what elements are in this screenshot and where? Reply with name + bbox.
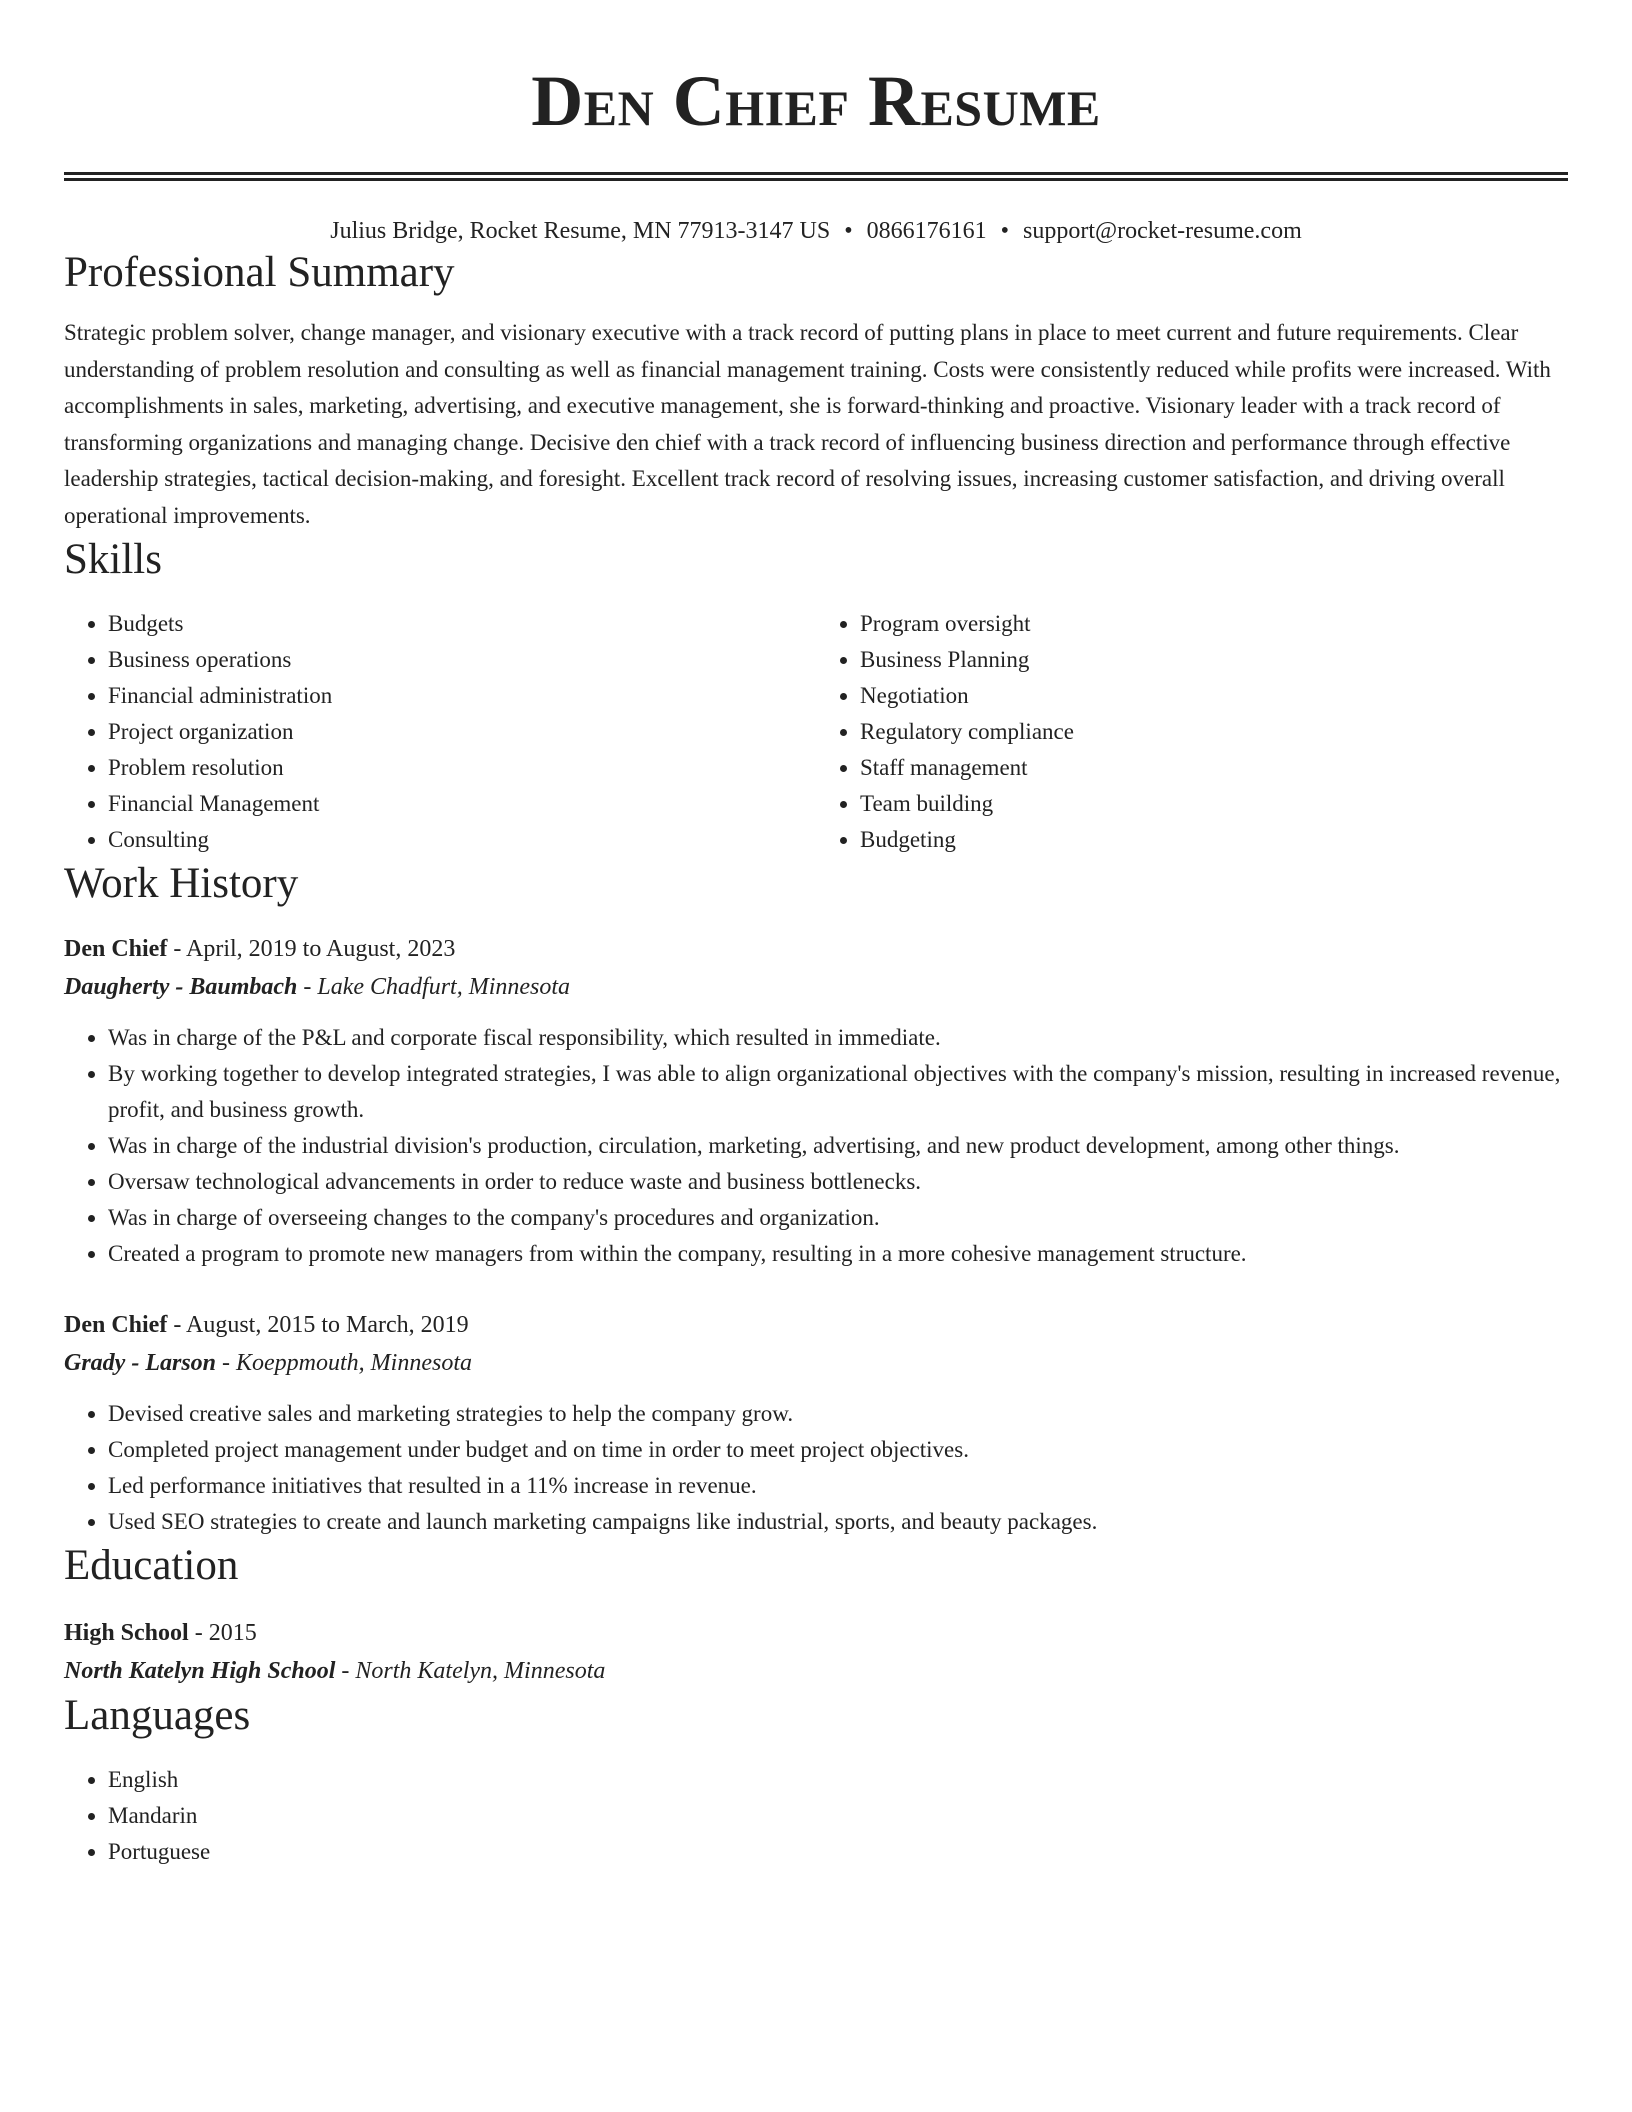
- work-history-heading: Work History: [64, 860, 299, 907]
- degree: High School: [64, 1620, 189, 1646]
- job-bullet: • Created a program to promote new managers from within the company, resulting in a more cohesive management structure.: [108, 1236, 1568, 1272]
- contact-address: Julius Bridge, Rocket Resume, MN 77913-3147 US: [330, 218, 831, 244]
- job-bullet: • Oversaw technological advancements in order to reduce waste and business bottlenecks.: [108, 1164, 1568, 1200]
- language-item: • English: [108, 1762, 1568, 1798]
- dash-separator: -: [167, 936, 186, 962]
- company-line: [64, 1344, 1568, 1382]
- skill-item: • Team building: [860, 786, 1568, 822]
- job-dates: August, 2015 to March, 2019: [186, 1312, 469, 1338]
- title-divider: [64, 172, 1568, 181]
- dash-separator: -: [188, 1620, 209, 1646]
- school-name: North Katelyn High School: [64, 1658, 336, 1684]
- skill-item: • Program oversight: [860, 606, 1568, 642]
- work-history-section: [64, 858, 1568, 1540]
- job-bullet: • By working together to develop integrated strategies, I was able to align organizational objectives with the company's mission, resulting in increased revenue, profit, and business growth.: [108, 1056, 1568, 1128]
- dash-separator: -: [297, 974, 318, 1000]
- contact-separator: •: [1000, 218, 1010, 244]
- job-bullet: • Devised creative sales and marketing strategies to help the company grow.: [108, 1396, 1568, 1432]
- company-line: [64, 968, 1568, 1006]
- skills-grid: [64, 606, 1568, 858]
- graduation-year: 2015: [208, 1620, 257, 1646]
- languages-section: [64, 1690, 1568, 1870]
- education-section: [64, 1540, 1568, 1690]
- contact-phone: 0866176161: [866, 218, 987, 244]
- job-title-line: [64, 1306, 1568, 1344]
- dash-separator: -: [167, 1312, 186, 1338]
- degree-line: [64, 1614, 1568, 1652]
- job-bullet: • Led performance initiatives that resulted in a 11% increase in revenue.: [108, 1468, 1568, 1504]
- job-dates: April, 2019 to August, 2023: [186, 936, 456, 962]
- contact-email: support@rocket-resume.com: [1023, 218, 1302, 244]
- company-name: Daugherty - Baumbach: [64, 974, 298, 1000]
- education-heading: Education: [64, 1542, 239, 1589]
- skill-item: • Business Planning: [860, 642, 1568, 678]
- skill-item: • Budgets: [108, 606, 816, 642]
- job-title: Den Chief: [64, 1312, 168, 1338]
- job-bullet: • Used SEO strategies to create and launch marketing campaigns like industrial, sports, and beauty packages.: [108, 1504, 1568, 1540]
- job-title: Den Chief: [64, 936, 168, 962]
- contact-line: [64, 215, 1568, 247]
- summary-section: [64, 247, 1568, 534]
- skill-item: • Financial Management: [108, 786, 816, 822]
- skill-item: • Project organization: [108, 714, 816, 750]
- languages-list: [64, 1762, 1568, 1870]
- contact-separator: •: [844, 218, 853, 244]
- skill-item: • Consulting: [108, 822, 816, 858]
- job-bullet: • Completed project management under budget and on time in order to meet project objectives.: [108, 1432, 1568, 1468]
- job-bullet: • Was in charge of the industrial division's production, circulation, marketing, advertising, and new product development, among other things.: [108, 1128, 1568, 1164]
- job-bullets: [64, 1020, 1568, 1272]
- job-title-line: [64, 930, 1568, 968]
- job-entry: [64, 1306, 1568, 1540]
- languages-heading: Languages: [64, 1692, 251, 1739]
- page-title: Den Chief Resume: [531, 61, 1101, 141]
- dash-separator: -: [216, 1350, 237, 1376]
- skills-heading: Skills: [64, 536, 162, 583]
- skill-item: • Staff management: [860, 750, 1568, 786]
- skills-list-left: [64, 606, 816, 858]
- skill-item: • Financial administration: [108, 678, 816, 714]
- skill-item: • Budgeting: [860, 822, 1568, 858]
- job-bullets: [64, 1396, 1568, 1540]
- dash-separator: -: [335, 1658, 356, 1684]
- company-location: Lake Chadfurt, Minnesota: [317, 974, 571, 1000]
- job-bullet: • Was in charge of overseeing changes to the company's procedures and organization.: [108, 1200, 1568, 1236]
- summary-text: Strategic problem solver, change manager, and visionary executive with a track record of putting plans in place to meet current and future requirements. Clear understanding of problem resolution and consulting as well as financial management training. Costs were consistently reduced while profits were increased. With accomplishments in sales, marketing, advertising, and executive management, she is forward-thinking and proactive. Visionary leader with a track record of transforming organizations and managing change. Decisive den chief with a track record of influencing business direction and performance through effective leadership strategies, tactical decision-making, and foresight. Excellent track record of resolving issues, increasing customer satisfaction, and driving overall operational improvements.: [64, 320, 1551, 528]
- school-location: North Katelyn, Minnesota: [355, 1658, 606, 1684]
- company-name: Grady - Larson: [64, 1350, 217, 1376]
- summary-heading: Professional Summary: [64, 249, 455, 296]
- school-line: [64, 1652, 1568, 1690]
- skill-item: • Business operations: [108, 642, 816, 678]
- education-entry: [64, 1614, 1568, 1690]
- skill-item: • Regulatory compliance: [860, 714, 1568, 750]
- skills-section: [64, 534, 1568, 858]
- skill-item: • Problem resolution: [108, 750, 816, 786]
- job-bullet: • Was in charge of the P&L and corporate fiscal responsibility, which resulted in immediate.: [108, 1020, 1568, 1056]
- language-item: • Portuguese: [108, 1834, 1568, 1870]
- language-item: • Mandarin: [108, 1798, 1568, 1834]
- skills-list-right: [816, 606, 1568, 858]
- company-location: Koeppmouth, Minnesota: [236, 1350, 472, 1376]
- skill-item: • Negotiation: [860, 678, 1568, 714]
- job-entry: [64, 930, 1568, 1272]
